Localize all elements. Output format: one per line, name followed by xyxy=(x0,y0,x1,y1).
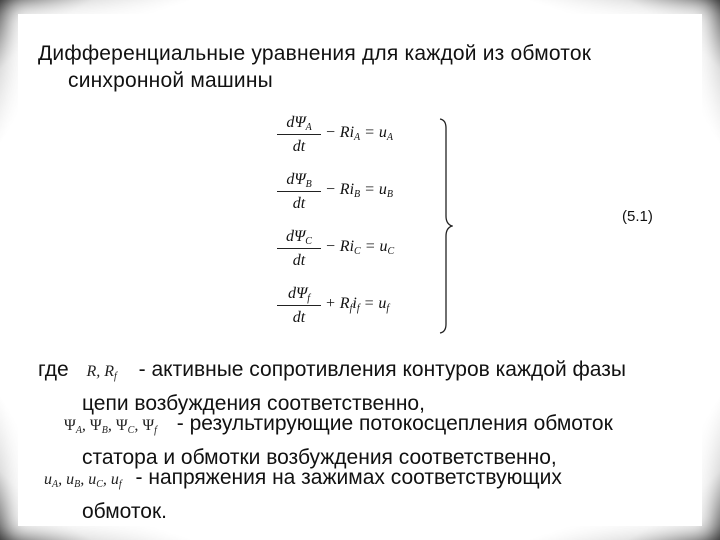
resistance-text-1: - активные сопротивления контуров каждой фазы xyxy=(138,358,626,381)
where-word: где xyxy=(38,358,69,381)
equation-c: $d\Psi_C$ dt − $Ri_C = u_C$ xyxy=(273,226,443,278)
voltage-text-2: обмоток. xyxy=(82,500,167,523)
derivative-fraction: $d\Psi_B$ dt xyxy=(277,169,321,214)
slide-title xyxy=(38,40,688,94)
resistance-symbols: R, $R_f$ xyxy=(86,363,117,382)
equation-b: $d\Psi_B$ dt − $Ri_B = u_B$ xyxy=(273,169,443,221)
title-line-2: синхронной машины xyxy=(68,69,273,92)
derivative-fraction: $d\Psi_C$ dt xyxy=(277,226,321,271)
slide xyxy=(18,14,702,526)
derivative-fraction: $d\Psi_A$ dt xyxy=(277,112,321,157)
definition-voltage xyxy=(38,464,698,525)
definition-flux xyxy=(38,410,698,471)
voltage-text-1: - напряжения на зажимах соответствующих xyxy=(135,466,562,489)
equation-number: (5.1) xyxy=(622,208,653,225)
derivative-fraction: $d\Psi_f$ dt xyxy=(277,283,321,328)
resistance-text-2: цепи возбуждения соответственно, xyxy=(82,392,425,415)
equation-a: $d\Psi_A$ dt − $Ri_A = u_A$ xyxy=(273,112,443,164)
voltage-symbols: $u_A$, $u_B$, $u_C$, $u_f$ xyxy=(44,471,122,490)
equation-system xyxy=(273,112,453,334)
definition-resistance xyxy=(38,356,698,417)
flux-symbols: $\Psi_A$, $\Psi_B$, $\Psi_C$, $\Psi_f$ xyxy=(64,417,157,436)
equation-f: $d\Psi_f$ dt + $R_fi_f = u_f$ xyxy=(273,283,443,335)
flux-text-2: статора и обмотки возбуждения соответственно, xyxy=(82,446,557,469)
title-line-1: Дифференциальные уравнения для каждой из обмоток xyxy=(38,42,592,65)
right-brace-icon xyxy=(439,118,453,334)
flux-text-1: - результирующие потокосцепления обмоток xyxy=(176,412,613,435)
